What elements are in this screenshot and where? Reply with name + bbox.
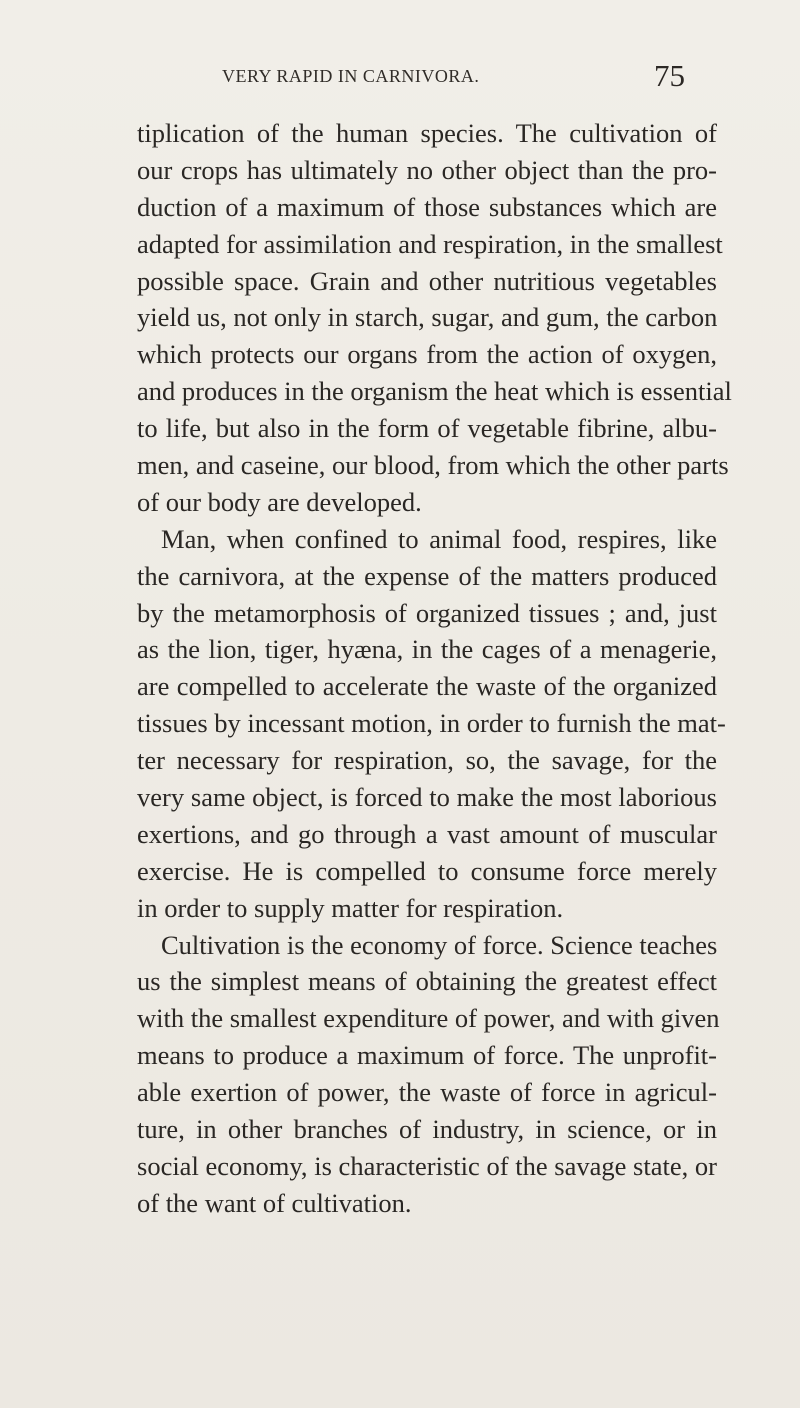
text-line: of the want of cultivation. xyxy=(137,1187,412,1218)
text-line: are compelled to accelerate the waste of the organized xyxy=(137,671,717,702)
text-line: ture, in other branches of industry, in science, or in xyxy=(137,1114,717,1145)
text-line: in order to supply matter for respiration. xyxy=(137,892,564,923)
text-line: exertions, and go through a vast amount of muscular xyxy=(137,818,717,849)
text-line: as the lion, tiger, hyæna, in the cages of a menagerie, xyxy=(137,634,717,665)
page-number: 75 xyxy=(654,58,685,93)
text-line: men, and caseine, our blood, from which the other parts xyxy=(137,450,729,481)
text-line: by the metamorphosis of organized tissues ; and, just xyxy=(137,597,717,628)
text-line: possible space. Grain and other nutritious vegetables xyxy=(137,265,717,296)
text-line: and produces in the organism the heat which is essential xyxy=(137,376,732,407)
text-line: means to produce a maximum of force. The unprofit- xyxy=(137,1040,717,1071)
text-line: tissues by incessant motion, in order to furnish the mat- xyxy=(137,708,726,739)
text-line: of our body are developed. xyxy=(137,486,422,517)
text-line: Man, when confined to animal food, respires, like xyxy=(161,523,717,554)
text-line: exercise. He is compelled to consume force merely xyxy=(137,855,717,886)
text-line: duction of a maximum of those substances which are xyxy=(137,191,717,222)
text-line: the carnivora, at the expense of the matters produced xyxy=(137,560,717,591)
running-title: VERY RAPID IN CARNIVORA. xyxy=(222,66,480,86)
text-line: our crops has ultimately no other object than the pro- xyxy=(137,154,717,185)
text-line: able exertion of power, the waste of force in agricul- xyxy=(137,1077,717,1108)
text-line: to life, but also in the form of vegetable fibrine, albu- xyxy=(137,413,717,444)
text-line: ter necessary for respiration, so, the savage, for the xyxy=(137,745,717,776)
text-line: us the simplest means of obtaining the greatest effect xyxy=(137,966,717,997)
text-line: with the smallest expenditure of power, and with given xyxy=(137,1003,720,1034)
text-line: very same object, is forced to make the most laborious xyxy=(137,782,717,813)
body-text xyxy=(137,115,732,1222)
running-head xyxy=(100,58,700,98)
text-line: Cultivation is the economy of force. Science teaches xyxy=(161,929,718,960)
text-line: tiplication of the human species. The cultivation of xyxy=(137,118,717,148)
text-line: which protects our organs from the action of oxygen, xyxy=(137,339,717,370)
text-line: social economy, is characteristic of the savage state, or xyxy=(137,1150,717,1181)
text-line: yield us, not only in starch, sugar, and gum, the carbon xyxy=(137,302,718,333)
text-line: adapted for assimilation and respiration, in the smallest xyxy=(137,228,723,259)
